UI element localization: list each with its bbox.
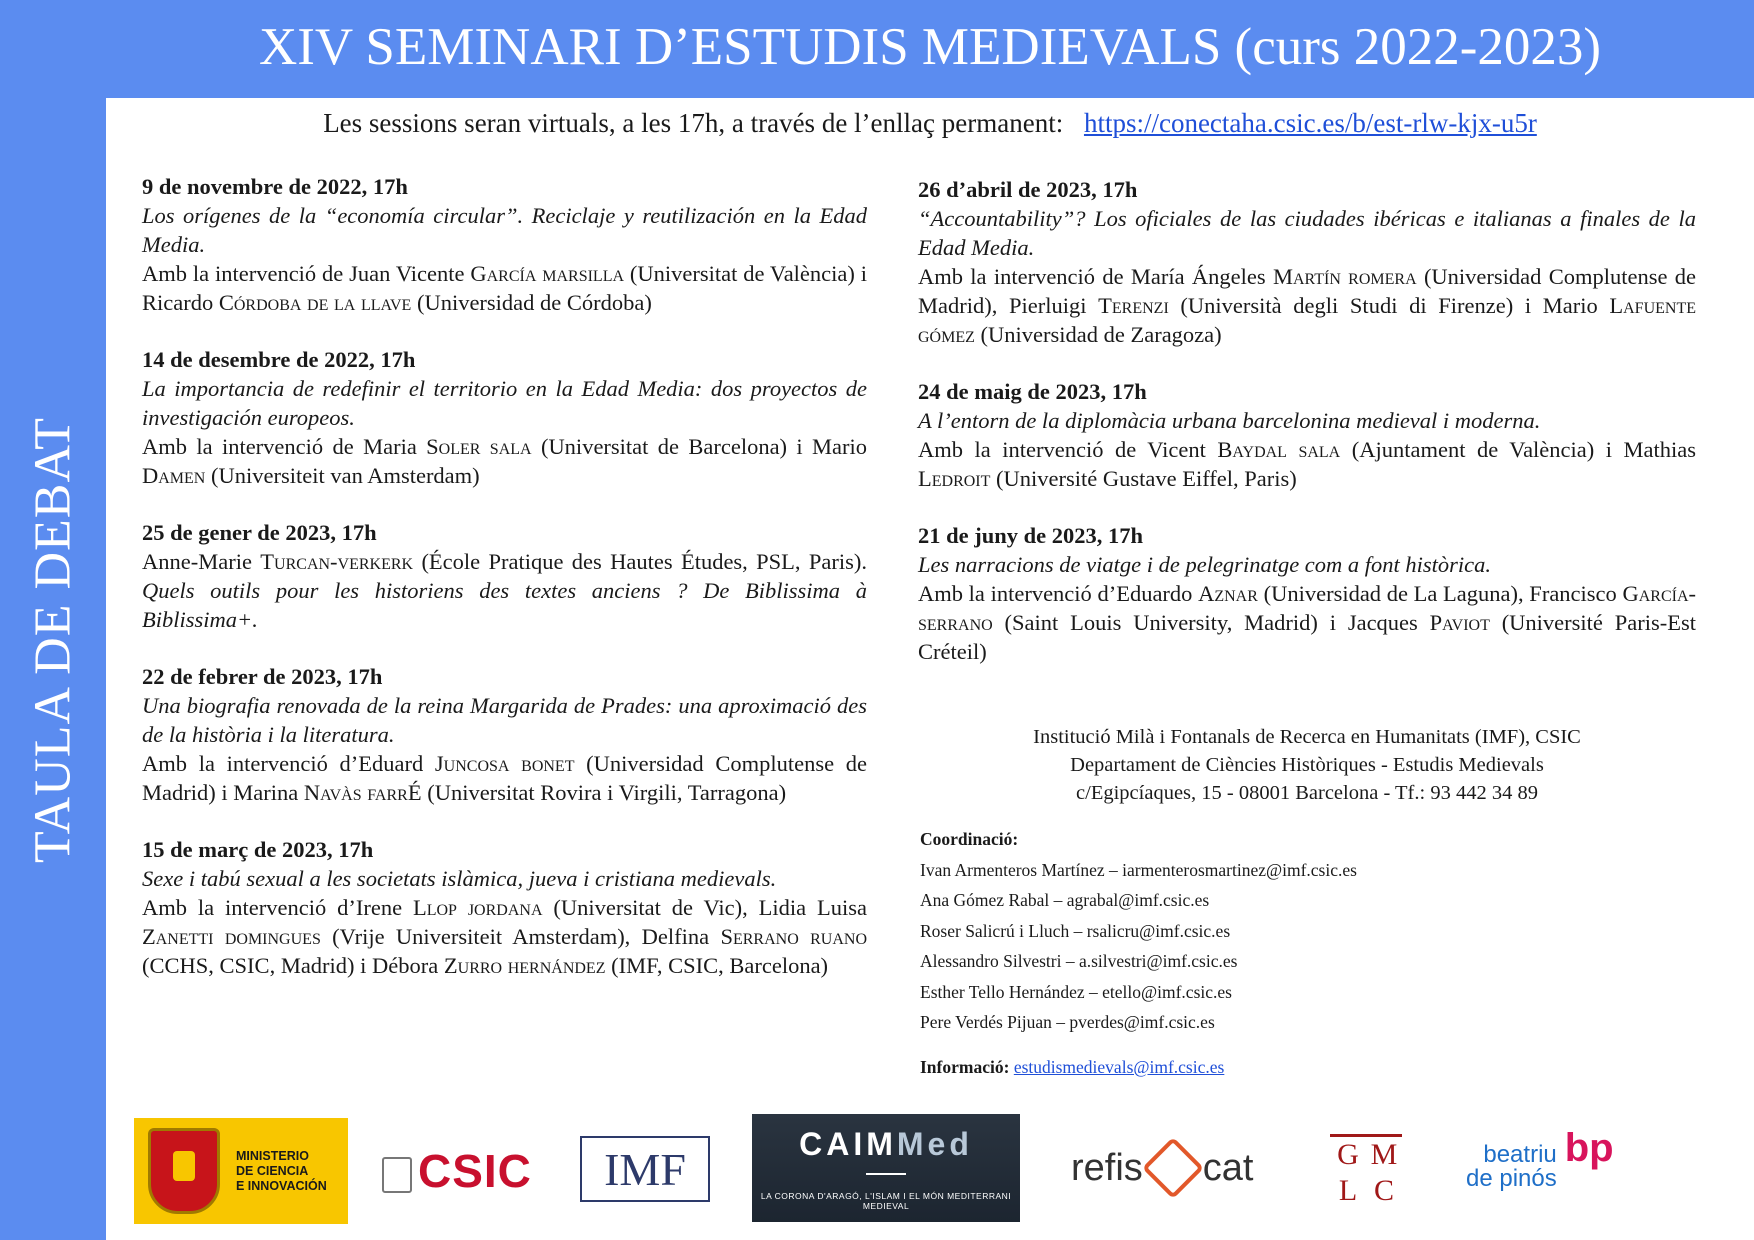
information-label: Informació:	[920, 1056, 1010, 1077]
logo-strip	[106, 1110, 1754, 1226]
side-label: TAULA DE DEBAT	[24, 416, 82, 864]
session-item	[142, 835, 867, 980]
beatriu-de-pinos-logo	[1466, 1126, 1614, 1208]
session-speakers: Amb la intervenció de Vicent Baydal sala (Ajuntament de València) i Mathias Ledroit (Université Gustave Eiffel, Paris)	[918, 437, 1696, 491]
imf-logo-text: IMF	[604, 1143, 686, 1195]
coordinator-item: Ana Gómez Rabal – agrabal@imf.csic.es	[920, 890, 1210, 910]
session-item	[142, 345, 867, 490]
bp-mark	[1565, 1126, 1614, 1208]
gmlc-letter: L	[1338, 1174, 1358, 1207]
page-title: XIV SEMINARI D’ESTUDIS MEDIEVALS (curs 2022-2023)	[258, 18, 1602, 76]
bp-logo-words	[1466, 1143, 1557, 1191]
coordinator-item: Ivan Armenteros Martínez – iarmenterosmartinez@imf.csic.es	[920, 859, 1357, 880]
information-line	[920, 1052, 1680, 1083]
institution-name: Institució Milà i Fontanals de Recerca en Humanitats (IMF), CSIC	[1033, 726, 1581, 748]
coordinator-item: Roser Salicrú i Lluch – rsalicru@imf.csic.es	[920, 920, 1231, 941]
session-speakers: Amb la intervenció de Maria Soler sala (Universitat de Barcelona) i Mario Damen (Universiteit van Amsterdam)	[142, 434, 867, 488]
refis-text: refis	[1071, 1146, 1143, 1189]
csic-logo-text: CSIC	[418, 1145, 532, 1197]
gmlc-letter: M	[1370, 1138, 1398, 1171]
session-speaker: Anne-Marie Turcan-verkerk (École Pratique des Hautes Études, PSL, Paris).	[142, 549, 867, 574]
session-title: La importancia de redefinir el territorio en la Edad Media: dos proyectos de investigación europeos.	[142, 376, 867, 430]
session-title: Sexe i tabú sexual a les societats islàmica, jueva i cristiana medievals.	[142, 866, 777, 891]
session-date: 21 de juny de 2023, 17h	[918, 523, 1144, 548]
csic-logo	[382, 1144, 532, 1198]
institution-department: Departament de Ciències Històriques - Estudis Medievals	[1070, 754, 1544, 776]
session-date: 22 de febrer de 2023, 17h	[142, 664, 383, 689]
intro-line	[106, 108, 1754, 139]
sessions-right-column	[918, 175, 1696, 694]
bp-line2: de pinós	[1466, 1165, 1557, 1192]
session-item	[142, 662, 867, 807]
session-title: “Accountability”? Los oficiales de las ciudades ibéricas e italianas a finales de la Edad Media.	[918, 206, 1696, 260]
bp-mark-text: bp	[1564, 1126, 1614, 1170]
ministerio-logo-text: MINISTERIO DE CIENCIA E INNOVACIÓN	[236, 1148, 327, 1193]
gmlc-letter: G	[1337, 1138, 1359, 1171]
gmlc-letter: C	[1373, 1174, 1394, 1207]
session-title: A l’entorn de la diplomàcia urbana barcelonina medieval i moderna.	[918, 408, 1541, 433]
session-title: Una biografia renovada de la reina Margarida de Prades: una aproximació des de la història i la literatura.	[142, 693, 867, 747]
header-bar	[106, 0, 1754, 98]
session-item	[142, 172, 867, 317]
coordinator-item: Alessandro Silvestri – a.silvestri@imf.csic.es	[920, 951, 1238, 971]
session-speakers-inline	[142, 547, 867, 634]
imf-logo	[580, 1136, 710, 1202]
session-title: Les narracions de viatge i de pelegrinatge com a font històrica.	[918, 552, 1492, 577]
session-date: 25 de gener de 2023, 17h	[142, 520, 377, 545]
session-speakers: Amb la intervenció de María Ángeles Martín romera (Universidad Complutense de Madrid), Pierluigi Terenzi (Università degli Studi di Firenze) i Mario Lafuente gómez (Universidad de Zaragoza)	[918, 264, 1697, 347]
caimmed-logo-caim: CAIM	[799, 1126, 897, 1162]
session-item	[918, 175, 1696, 349]
information-email-link[interactable]: estudismedievals@imf.csic.es	[1013, 1056, 1225, 1077]
session-date: 24 de maig de 2023, 17h	[918, 379, 1147, 404]
cat-text: cat	[1202, 1146, 1254, 1189]
session-title: Los orígenes de la “economía circular”. Reciclaje y reutilización en la Edad Media.	[142, 203, 867, 257]
coat-of-arms-icon	[148, 1128, 220, 1214]
refiscat-logo	[1071, 1146, 1254, 1190]
coordinator-item: Esther Tello Hernández – etello@imf.csic.es	[920, 981, 1232, 1002]
caimmed-logo-subtitle: LA CORONA D'ARAGÓ, L'ISLAM I EL MÓN MEDITERRANI MEDIEVAL	[760, 1191, 1012, 1211]
institution-address: c/Egipcíaques, 15 - 08001 Barcelona - Tf.: 93 442 34 89	[1076, 782, 1538, 804]
session-date: 26 d’abril de 2023, 17h	[918, 177, 1138, 202]
coordinator-item: Pere Verdés Pijuan – pverdes@imf.csic.es	[920, 1012, 1215, 1032]
session-item	[918, 377, 1696, 493]
ministerio-logo	[134, 1118, 348, 1224]
intro-text: Les sessions seran virtuals, a les 17h, a través de l’enllaç permanent:	[323, 108, 1064, 138]
csic-emblem-icon	[382, 1157, 412, 1193]
session-speakers: Amb la intervenció d’Eduard Juncosa bonet (Universidad Complutense de Madrid) i Marina Navàs farrÉ (Universitat Rovira i Virgili, Tarragona)	[142, 751, 867, 805]
caimmed-logo-med: Med	[896, 1126, 973, 1162]
session-date: 14 de desembre de 2022, 17h	[142, 347, 416, 372]
side-bar	[0, 0, 106, 1240]
bp-line1: beatriu	[1483, 1141, 1557, 1168]
gmlc-logo	[1330, 1134, 1402, 1206]
session-link[interactable]: https://conectaha.csic.es/b/est-rlw-kjx-u5r	[1083, 108, 1537, 138]
session-date: 9 de novembre de 2022, 17h	[142, 174, 408, 199]
session-speakers: Amb la intervenció d’Eduardo Aznar (Universidad de La Laguna), Francisco García-serrano (Saint Louis University, Madrid) i Jacques Paviot (Université Paris-Est Créteil)	[918, 581, 1696, 664]
caimmed-logo-title	[752, 1126, 1020, 1163]
session-speakers: Amb la intervenció de Juan Vicente García marsilla (Universitat de València) i Ricardo Córdoba de la llave (Universidad de Córdoba)	[142, 261, 867, 315]
session-speakers: Amb la intervenció d’Irene Llop jordana (Universitat de Vic), Lidia Luisa Zanetti domingues (Vrije Universiteit Amsterdam), Delfina Serrano ruano (CCHS, CSIC, Madrid) i Débora Zurro hernández (IMF, CSIC, Barcelona)	[142, 895, 867, 978]
coordination-title: Coordinació:	[920, 829, 1019, 849]
coordination-block	[920, 824, 1680, 1082]
session-date: 15 de març de 2023, 17h	[142, 837, 374, 862]
caimmed-logo	[752, 1114, 1020, 1222]
institution-block	[918, 723, 1696, 807]
caimmed-divider	[866, 1173, 906, 1175]
session-title: Quels outils pour les historiens des textes anciens ? De Biblissima à Biblissima+.	[142, 578, 867, 632]
session-item	[142, 518, 867, 634]
sessions-left-column	[142, 172, 867, 1008]
knot-icon	[1142, 1137, 1204, 1199]
session-item	[918, 521, 1696, 666]
